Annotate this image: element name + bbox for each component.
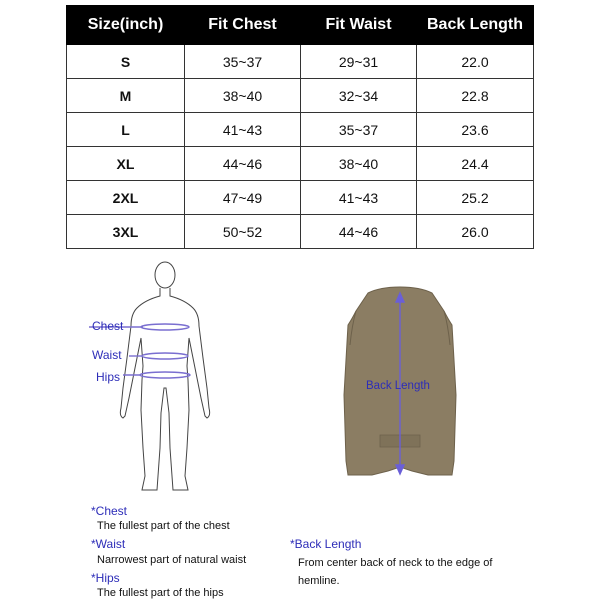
back-length-cell: 26.0 [417,215,534,249]
hips-line [140,372,190,378]
chest-cell: 38~40 [185,79,301,113]
header-fit-waist: Fit Waist [301,6,417,45]
head-outline [155,262,175,288]
header-back-length: Back Length [417,6,534,45]
chest-note-title: *Chest [91,504,128,518]
header-size: Size(inch) [67,6,185,45]
table-row [67,147,534,181]
waist-note-title: *Waist [91,537,126,551]
chest-cell: 44~46 [185,147,301,181]
waist-line [142,353,188,359]
header-fit-chest: Fit Chest [185,6,301,45]
size-cell: XL [67,147,185,181]
waist-note-desc: Narrowest part of natural waist [97,554,247,566]
back-length-note-title: *Back Length [290,537,362,551]
chest-note-desc: The fullest part of the chest [97,520,230,532]
waist-cell: 35~37 [301,113,417,147]
size-cell: 2XL [67,181,185,215]
chest-figure-label: Chest [92,319,124,333]
back-length-cell: 22.0 [417,45,534,79]
back-length-cell: 23.6 [417,113,534,147]
waist-cell: 41~43 [301,181,417,215]
hips-figure-label: Hips [96,370,121,384]
chest-cell: 41~43 [185,113,301,147]
table-row [67,45,534,79]
back-length-note-desc: From center back of neck to the edge of hemline. [298,557,493,587]
waist-figure-label: Waist [92,348,122,362]
chest-cell: 47~49 [185,181,301,215]
size-cell: 3XL [67,215,185,249]
size-chart-table [66,5,534,249]
size-cell: M [67,79,185,113]
table-header-row [67,6,534,45]
arrow-down-icon [396,465,404,474]
size-cell: L [67,113,185,147]
waist-cell: 38~40 [301,147,417,181]
chest-line [141,324,189,330]
table-row [67,113,534,147]
back-length-cell: 25.2 [417,181,534,215]
table-row [67,79,534,113]
waist-cell: 29~31 [301,45,417,79]
back-length-cell: 24.4 [417,147,534,181]
back-length-cell: 22.8 [417,79,534,113]
chest-cell: 50~52 [185,215,301,249]
size-cell: S [67,45,185,79]
hips-note-desc: The fullest part of the hips [97,587,224,599]
body-outline [120,288,209,490]
table-row [67,181,534,215]
waist-cell: 32~34 [301,79,417,113]
hips-note-title: *Hips [91,571,120,585]
chest-cell: 35~37 [185,45,301,79]
waist-cell: 44~46 [301,215,417,249]
back-length-figure-label: Back Length [366,380,430,392]
table-row [67,215,534,249]
